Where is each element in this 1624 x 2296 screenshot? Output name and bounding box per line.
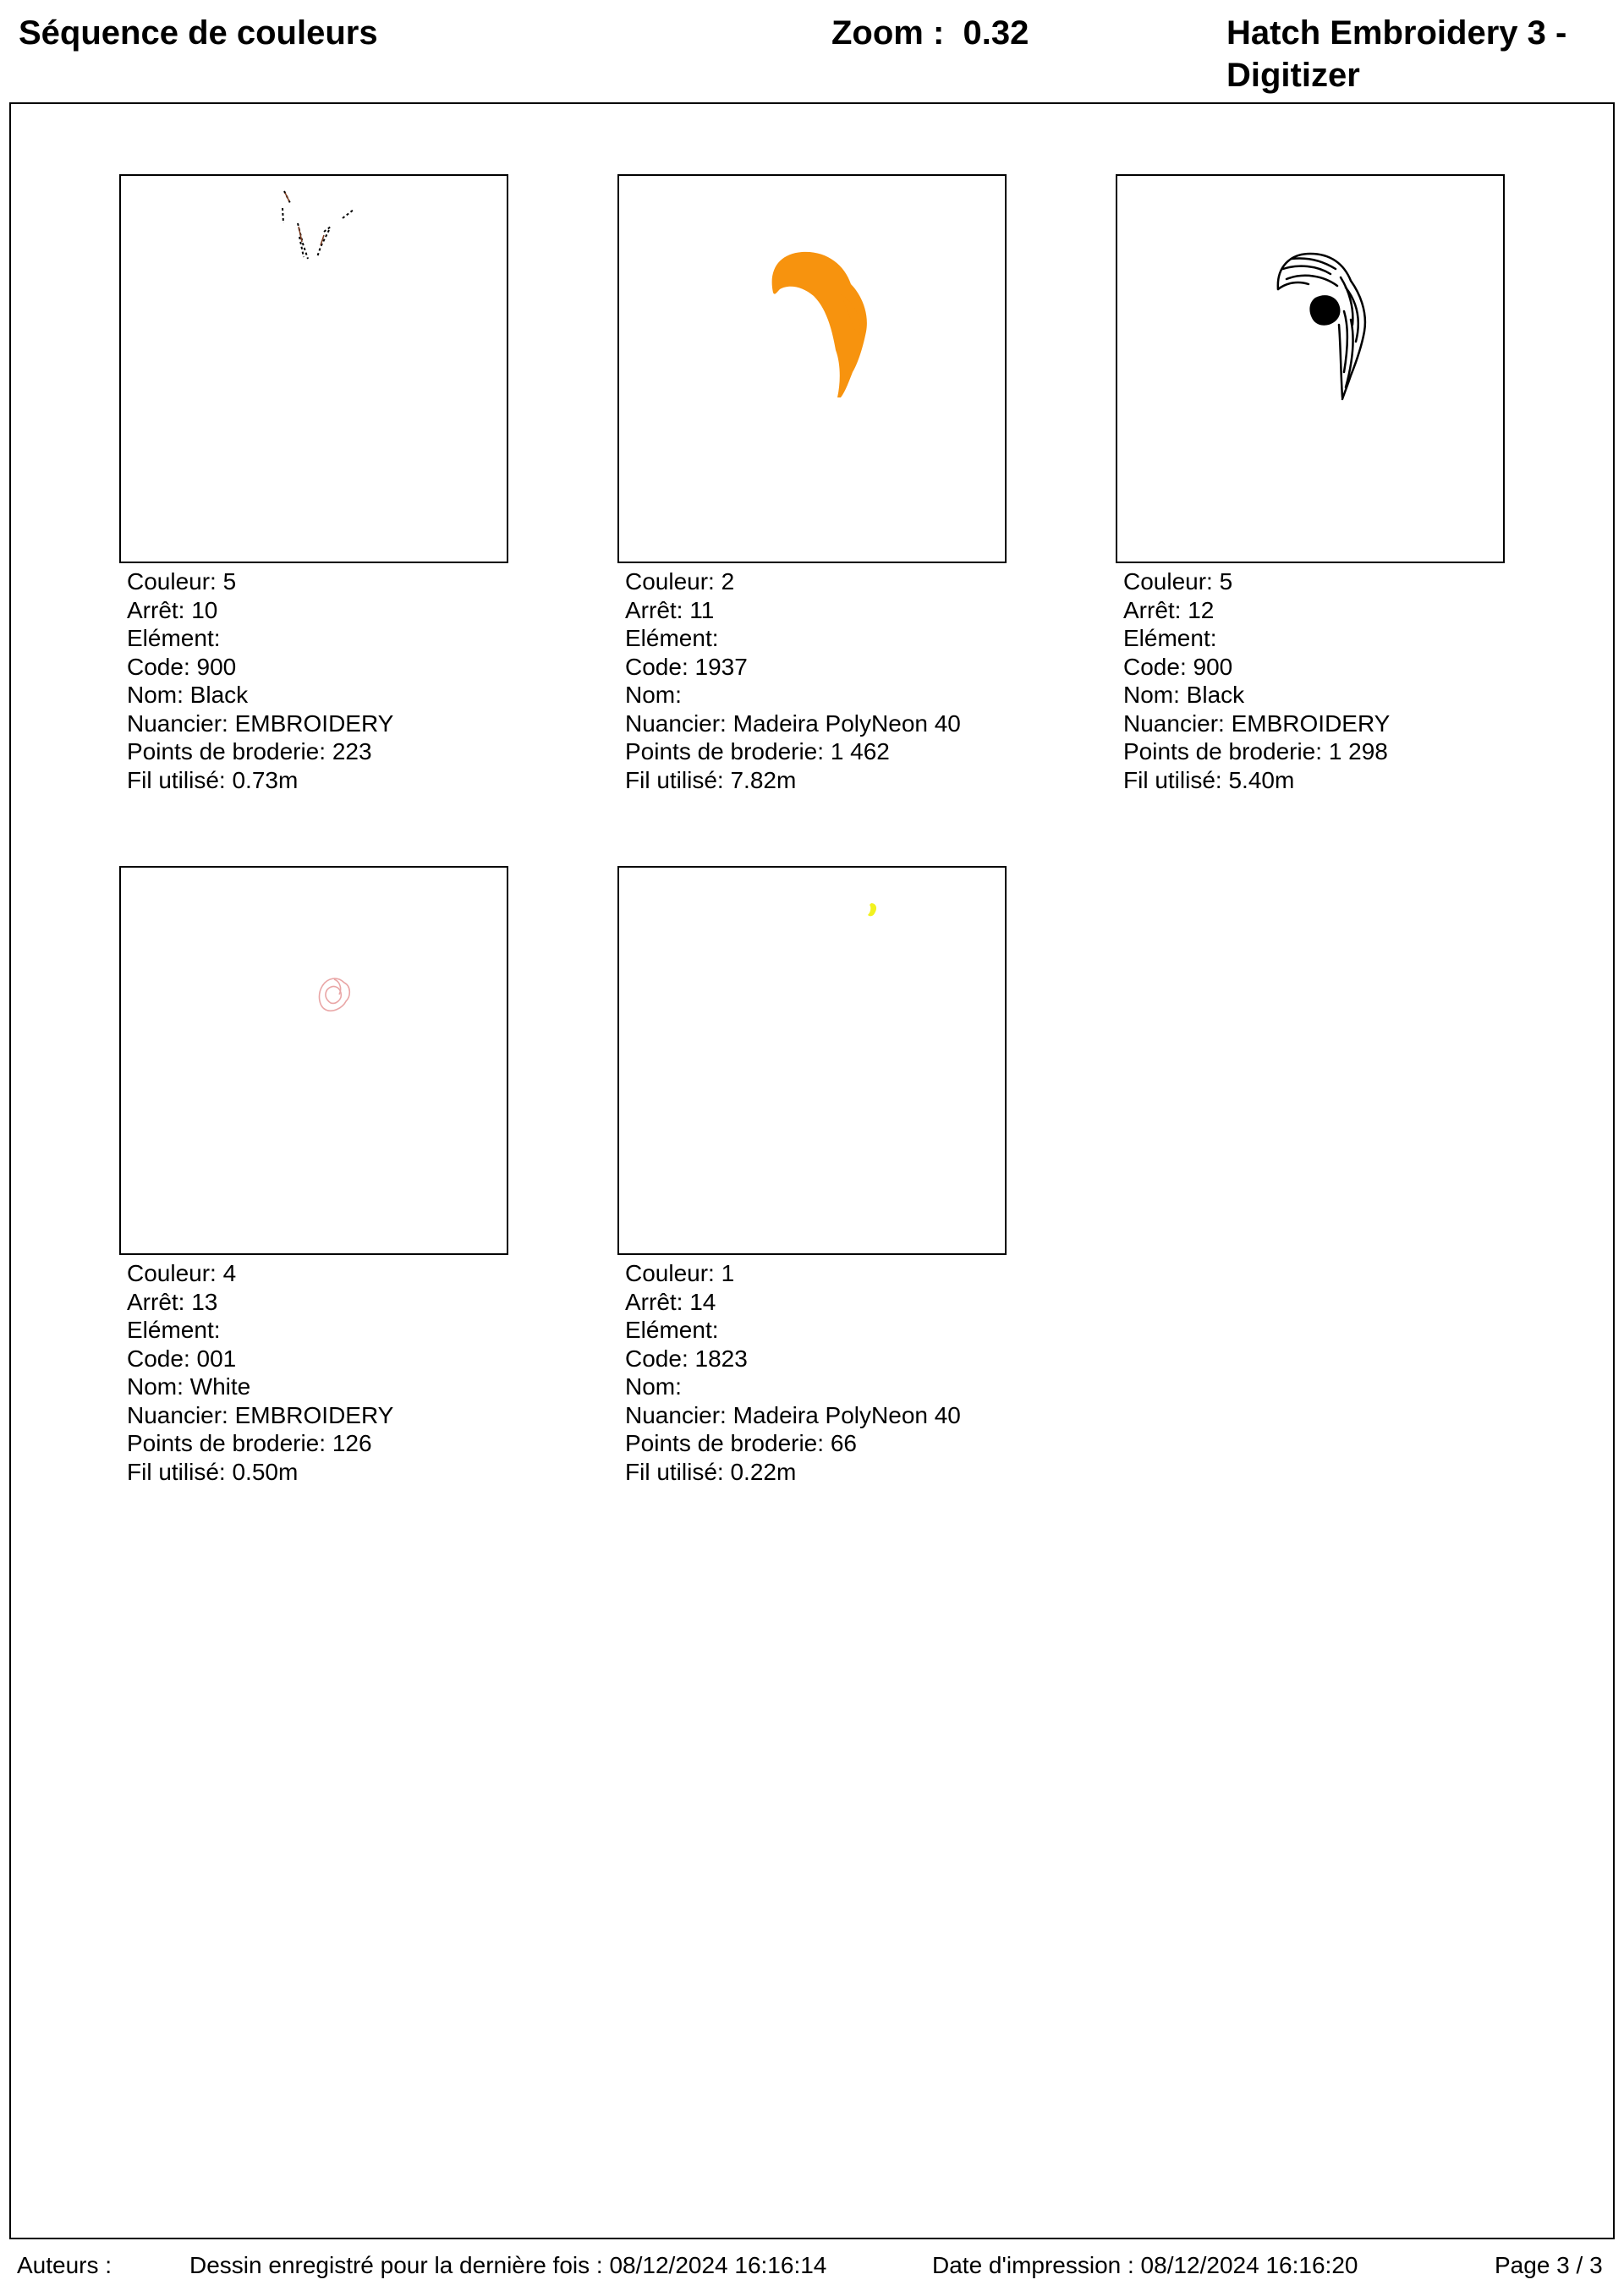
thread-chart: Nuancier: EMBROIDERY	[127, 1401, 394, 1428]
thread-used: Fil utilisé: 0.50m	[127, 1458, 299, 1485]
stop-number: Arrêt: 14	[625, 1288, 716, 1315]
stop-details	[127, 1259, 508, 1486]
stitch-count: Points de broderie: 66	[625, 1430, 857, 1456]
stop-details	[1123, 567, 1505, 794]
stitch-count: Points de broderie: 1 298	[1123, 738, 1388, 764]
color-number: Couleur: 4	[127, 1260, 237, 1286]
orange-headscarf-icon	[619, 176, 1008, 565]
stop-details	[127, 567, 508, 794]
element-label: Elément:	[127, 625, 221, 651]
thread-code: Code: 1823	[625, 1345, 748, 1372]
yellow-dot-icon	[619, 868, 1008, 1257]
thread-name: Nom:	[625, 682, 682, 708]
stop-preview	[119, 174, 508, 563]
thread-name: Nom: Black	[1123, 682, 1245, 708]
color-stop-card	[119, 174, 508, 794]
thread-name: Nom: White	[127, 1373, 251, 1400]
thread-chart: Nuancier: Madeira PolyNeon 40	[625, 1401, 961, 1428]
last-saved-date: Dessin enregistré pour la dernière fois : 08/12/2024 16:16:14	[189, 2252, 827, 2278]
element-label: Elément:	[625, 1317, 719, 1343]
thread-name: Nom: Black	[127, 682, 249, 708]
thread-used: Fil utilisé: 7.82m	[625, 766, 797, 793]
white-stitch-blob-icon	[121, 868, 510, 1257]
stop-number: Arrêt: 13	[127, 1288, 218, 1315]
thread-code: Code: 1937	[625, 653, 748, 680]
thread-used: Fil utilisé: 0.73m	[127, 766, 299, 793]
stitch-count: Points de broderie: 223	[127, 738, 372, 764]
color-number: Couleur: 2	[625, 568, 735, 595]
stop-details	[625, 1259, 1007, 1486]
color-stop-card	[617, 174, 1007, 794]
stop-preview	[119, 866, 508, 1255]
thread-used: Fil utilisé: 0.22m	[625, 1458, 797, 1485]
color-number: Couleur: 1	[625, 1260, 735, 1286]
thread-name: Nom:	[625, 1373, 682, 1400]
stop-number: Arrêt: 12	[1123, 596, 1215, 623]
color-stop-card	[119, 866, 508, 1486]
page-title: Séquence de couleurs	[19, 14, 378, 52]
color-number: Couleur: 5	[1123, 568, 1233, 595]
stop-number: Arrêt: 10	[127, 596, 218, 623]
print-date: Date d'impression : 08/12/2024 16:16:20	[932, 2252, 1358, 2278]
element-label: Elément:	[127, 1317, 221, 1343]
thread-code: Code: 001	[127, 1345, 237, 1372]
thread-code: Code: 900	[1123, 653, 1233, 680]
zoom-label: Zoom : 0.32	[831, 14, 1029, 52]
app-name: Hatch Embroidery 3 - Digitizer	[1226, 14, 1567, 94]
color-stop-card	[1116, 174, 1505, 794]
authors-label: Auteurs :	[17, 2252, 112, 2278]
thread-code: Code: 900	[127, 653, 237, 680]
element-label: Elément:	[1123, 625, 1217, 651]
thread-chart: Nuancier: EMBROIDERY	[127, 710, 394, 737]
thread-chart: Nuancier: EMBROIDERY	[1123, 710, 1391, 737]
stitch-count: Points de broderie: 126	[127, 1430, 372, 1456]
thread-used: Fil utilisé: 5.40m	[1123, 766, 1295, 793]
thread-chart: Nuancier: Madeira PolyNeon 40	[625, 710, 961, 737]
color-number: Couleur: 5	[127, 568, 237, 595]
black-headscarf-outline-icon	[1117, 176, 1506, 565]
stop-preview	[617, 866, 1007, 1255]
stop-number: Arrêt: 11	[625, 596, 715, 623]
stop-details	[625, 567, 1007, 794]
page-number: Page 3 / 3	[1495, 2252, 1603, 2278]
black-stitch-fragments-icon	[121, 176, 510, 565]
color-stop-card	[617, 866, 1007, 1486]
element-label: Elément:	[625, 625, 719, 651]
stop-preview	[617, 174, 1007, 563]
stitch-count: Points de broderie: 1 462	[625, 738, 890, 764]
stop-preview	[1116, 174, 1505, 563]
